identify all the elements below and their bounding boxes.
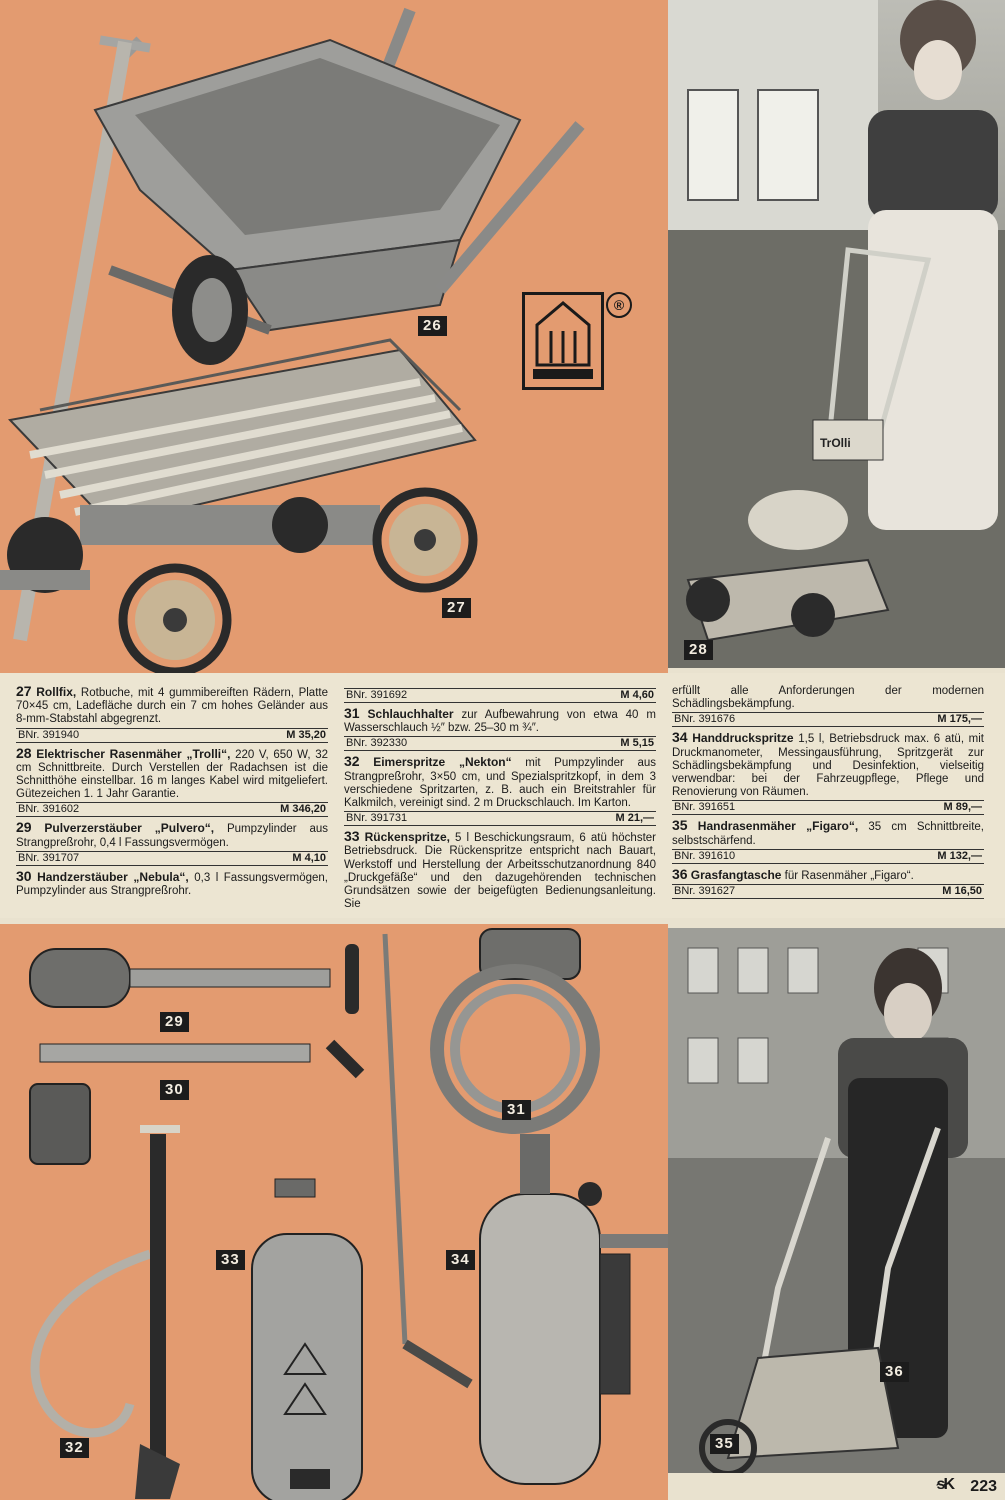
registered-mark: ®	[606, 292, 632, 318]
label-28: 28	[684, 640, 713, 660]
entry-32	[344, 755, 656, 826]
entry-number: 33	[344, 828, 360, 845]
label-26: 26	[418, 316, 447, 336]
entry-title: Elektrischer Rasenmäher „Trolli“,	[36, 746, 231, 761]
order-row	[16, 728, 328, 743]
catalog-logo-icon: ᵴK	[936, 1476, 953, 1493]
entry-33	[344, 830, 656, 911]
bucket-sprayer	[35, 1129, 180, 1499]
price: M 89,—	[943, 801, 982, 814]
entry-number: 31	[344, 705, 360, 721]
order-row	[344, 811, 656, 826]
description-column-1	[16, 685, 328, 898]
entry-27	[16, 685, 328, 743]
order-number: BNr. 391651	[674, 801, 736, 814]
order-number: BNr. 391676	[674, 713, 736, 726]
entry-text: erfüllt alle Anforderungen der modernen Schädlingsbekämpfung.	[672, 685, 984, 711]
entry-text: zur Aufbewahrung von etwa 40 m Wasserschlauch ½″ bzw. 25–30 m ¾″.	[344, 709, 656, 735]
entry-text: mit Pumpzylinder aus Strangpreßrohr, 3×50 cm, und Spezialspritzkopf, in dem 3 verschiedene Spritzarten, z. B. auch ein Breitstrahler für Kalkmilch, vereinigt sind. 2 m Druckschlauch. Im Karton.	[344, 757, 656, 810]
top-product-panel	[0, 0, 668, 673]
entry-title: Pulverzerstäuber „Pulvero“,	[44, 821, 215, 836]
entry-29	[16, 821, 328, 865]
label-36: 36	[880, 1362, 909, 1382]
label-30: 30	[160, 1080, 189, 1100]
entry-text: 220 V, 650 W, 32 cm Schnittbreite. Durch Verstellen der Radachsen ist die Schnitthöhe einstellbar. 16 m langes Kabel wird mitgeliefert. Gütezeichen 1. 1 Jahr Garantie.	[16, 748, 328, 801]
label-32: 32	[60, 1438, 89, 1458]
order-row	[16, 851, 328, 866]
entry-30	[16, 867, 328, 898]
price: M 4,10	[292, 851, 326, 864]
entry-text: Rotbuche, mit 4 gummibereiften Rädern, Platte 70×45 cm, Ladefläche durch ein 7 cm hohes Geländer aus 8-mm-Stabstahl abgegrenzt.	[16, 687, 328, 726]
entry-title: Rollfix,	[36, 685, 77, 699]
sprayers-illustration	[0, 924, 668, 1500]
description-column-3	[672, 685, 984, 903]
price: M 132,—	[937, 849, 982, 862]
entry-28	[16, 744, 328, 818]
price: M 5,15	[620, 737, 654, 750]
price: M 4,60	[620, 689, 654, 701]
hose-holder	[437, 929, 593, 1127]
entry-title: Schlauchhalter	[367, 707, 454, 721]
entry-36	[672, 865, 984, 899]
entry-text: Pumpzylinder aus Strangpreßrohr, 0,4 l Fassungsvermögen.	[16, 823, 328, 849]
entry-text: für Rasenmäher „Figaro“.	[781, 869, 914, 882]
label-31: 31	[502, 1100, 531, 1120]
mower-brand-label: TrOlli	[820, 436, 851, 450]
label-33: 33	[216, 1250, 245, 1270]
order-number: BNr. 392330	[346, 737, 408, 750]
entry-number: 32	[344, 753, 360, 770]
entry-title: Rückenspritze,	[364, 830, 450, 845]
price: M 175,—	[937, 713, 982, 726]
entry-title: Handzerstäuber „Nebula“,	[37, 869, 189, 884]
shop-logo-icon	[522, 292, 604, 390]
order-row	[16, 802, 328, 817]
order-row	[344, 688, 656, 703]
order-number: BNr. 391731	[346, 812, 408, 825]
price: M 35,20	[286, 728, 326, 741]
order-row	[672, 712, 984, 727]
order-row	[672, 884, 984, 899]
label-29: 29	[160, 1012, 189, 1032]
entry-number: 27	[16, 683, 32, 699]
wagon	[0, 340, 475, 672]
order-number: BNr. 391692	[346, 689, 408, 701]
order-row	[672, 849, 984, 864]
entry-text: 35 cm Schnittbreite, selbstschärfend.	[672, 821, 985, 847]
order-number: BNr. 391610	[674, 849, 736, 862]
label-27: 27	[442, 598, 471, 618]
entry-number: 29	[16, 819, 32, 836]
powder-duster	[30, 944, 359, 1014]
order-number: BNr. 391602	[18, 803, 80, 816]
man-mowing-illustration	[668, 928, 1005, 1473]
entry-text: 1,5 l, Betriebsdruck max. 6 atü, mit Druckmanometer, Messingausführung, Spritzgerät zur Schädlingsbekämpfung und Desinfektion, vielseitig verwendbar: bei der Fahrzeugpflege, Pflege und Renovierung von Räumen.	[672, 733, 984, 799]
entry-number: 35	[672, 817, 688, 834]
description-column-2	[344, 687, 656, 911]
entry-text: 0,3 l Fassungsvermögen, Pumpzylinder aus Strangpreßrohr.	[16, 871, 328, 898]
entry-title: Handdruckspritze	[692, 731, 794, 746]
order-number: BNr. 391627	[674, 885, 736, 898]
entry-number: 36	[672, 865, 688, 882]
backpack-sprayer	[252, 1179, 362, 1500]
entry-number: 28	[16, 744, 32, 761]
sprayer-product-panel	[0, 924, 668, 1500]
order-number: BNr. 391707	[18, 851, 80, 864]
order-row	[344, 736, 656, 751]
entry-34	[672, 731, 984, 815]
price: M 346,20	[280, 803, 326, 816]
hand-atomiser	[30, 1044, 360, 1164]
order-row	[672, 800, 984, 815]
order-number: BNr. 391940	[18, 728, 80, 741]
hand-mower-photo	[668, 928, 1005, 1473]
page-number: 223	[970, 1478, 997, 1495]
price: M 16,50	[942, 885, 982, 898]
price: M 21,—	[615, 812, 654, 825]
entry-title: Eimerspritze „Nekton“	[373, 755, 512, 770]
woman-mowing-illustration	[668, 0, 1005, 668]
entry-number: 30	[16, 867, 32, 884]
entry-35	[672, 819, 984, 863]
entry-text: 5 l Beschickungsraum, 6 atü höchster Betriebsdruck. Die Rückenspritze entspricht nach Bauart, Werkstoff und Herstellung der Arbeitsschutzanordnung 840 „Druckgefäße“ und den dazugehörenden technischen Grundsätzen sowie der beigefügten Bedienungsanleitung. Sie	[344, 832, 656, 911]
entry-31	[344, 707, 656, 751]
electric-mower-photo	[668, 0, 1005, 668]
label-34: 34	[446, 1250, 475, 1270]
entry-33-cont	[672, 685, 984, 727]
entry-number: 34	[672, 729, 688, 746]
hand-pressure-sprayer	[480, 1134, 668, 1484]
entry-title: Grasfangtasche	[690, 867, 782, 882]
entry-30-order	[344, 688, 656, 703]
entry-title: Handrasenmäher „Figaro“,	[697, 819, 859, 834]
label-35: 35	[710, 1434, 739, 1454]
product-descriptions	[0, 673, 1005, 918]
